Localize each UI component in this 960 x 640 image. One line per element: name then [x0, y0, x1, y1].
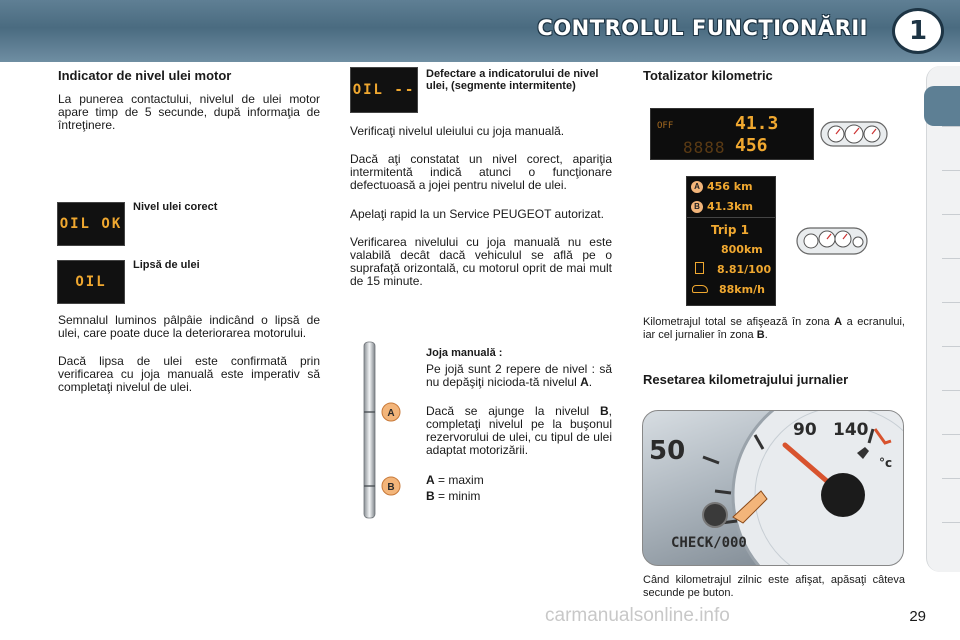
speedometer-photo	[642, 410, 904, 566]
trip-reset-heading: Resetarea kilometrajului jurnalier	[643, 372, 849, 387]
instrument-cluster-icon-2	[796, 226, 868, 256]
chapter-tabs	[926, 66, 960, 572]
trip-reset-text: Când kilometrajul zilnic este afişat, apăsaţi câteva secunde pe buton.	[643, 574, 905, 599]
dipstick-illustration	[356, 340, 404, 522]
watermark: carmanualsonline.info	[545, 605, 730, 626]
oil-ok-label: Nivel ulei corect	[133, 201, 218, 213]
dipstick-marker-b: B	[387, 482, 395, 493]
oil-fault-display: OIL --	[350, 67, 418, 113]
odometer-description: Kilometrajul total se afişează în zona A a ecranului, iar cel jurnalier în zona B.	[643, 316, 905, 341]
page-header	[0, 0, 960, 62]
legend-b: B = minim	[426, 489, 481, 503]
page-title: CONTROLUL FUNCŢIONĂRII	[537, 16, 868, 40]
instrument-cluster-icon	[820, 120, 888, 148]
fault-para2: Dacă aţi constatat un nivel corect, apariţia intermitentă indică atunci o funcţionare defectuoasă a jojei pentru nivelul de ulei.	[350, 152, 612, 192]
gauge-50-label: 50	[649, 436, 686, 466]
fault-para3: Apelaţi rapid la un Service PEUGEOT autorizat.	[350, 207, 604, 221]
page-number: 29	[909, 608, 926, 625]
chapter-badge: 1	[892, 8, 944, 54]
gauge-celsius-label: °c	[879, 456, 893, 470]
legend-a: A = maxim	[426, 473, 484, 487]
odometer-display-wide: OFF 41.3 456 8888	[650, 108, 814, 160]
oil-intro-text: La punerea contactului, nivelul de ulei motor apare timp de 5 secunde, după informaţia de întreţinere.	[58, 92, 320, 132]
odometer-display-tall: A 456 km B 41.3km Trip 1 800km 8.81/100 88km/h	[686, 176, 776, 306]
gauge-140-label: 140	[833, 420, 869, 440]
oil-low-para1: Semnalul luminos pâlpâie indicând o lipsă de ulei, care poate duce la deteriorarea motorului.	[58, 313, 320, 340]
dipstick-marker-a: A	[387, 408, 395, 419]
oil-ok-display: OIL OK	[57, 202, 125, 246]
oil-low-para2: Dacă lipsa de ulei este confirmată prin verificarea cu joja manuală este imperativ să completaţi nivelul de ulei.	[58, 354, 320, 394]
dipstick-para2: Dacă se ajunge la nivelul B, completaţi nivelul pe la buşonul rezervorului de ulei, cu tipul de ulei adaptat motorizării.	[426, 404, 612, 457]
chapter-tab-active[interactable]	[924, 86, 960, 126]
gauge-check-label: CHECK/000	[671, 535, 747, 551]
oil-indicator-heading: Indicator de nivel ulei motor	[58, 68, 232, 83]
dipstick-heading: Joja manuală :	[426, 347, 503, 359]
oil-low-display: OIL	[57, 260, 125, 304]
gauge-90-label: 90	[793, 420, 817, 440]
odometer-heading: Totalizator kilometric	[643, 68, 773, 83]
dipstick-para1: Pe jojă sunt 2 repere de nivel : să nu depăşiţi nicioda-tă nivelul A.	[426, 362, 612, 389]
fault-para1: Verificaţi nivelul uleiului cu joja manuală.	[350, 124, 565, 138]
fault-para4: Verificarea nivelului cu joja manuală nu este valabilă decât dacă vehiculul se află pe o suprafaţă orizontală, cu motorul oprit de mai mult de 15 minute.	[350, 235, 612, 288]
oil-low-label: Lipsă de ulei	[133, 259, 200, 271]
oil-fault-heading: Defectare a indicatorului de nivel ulei, (segmente intermitente)	[426, 68, 599, 92]
